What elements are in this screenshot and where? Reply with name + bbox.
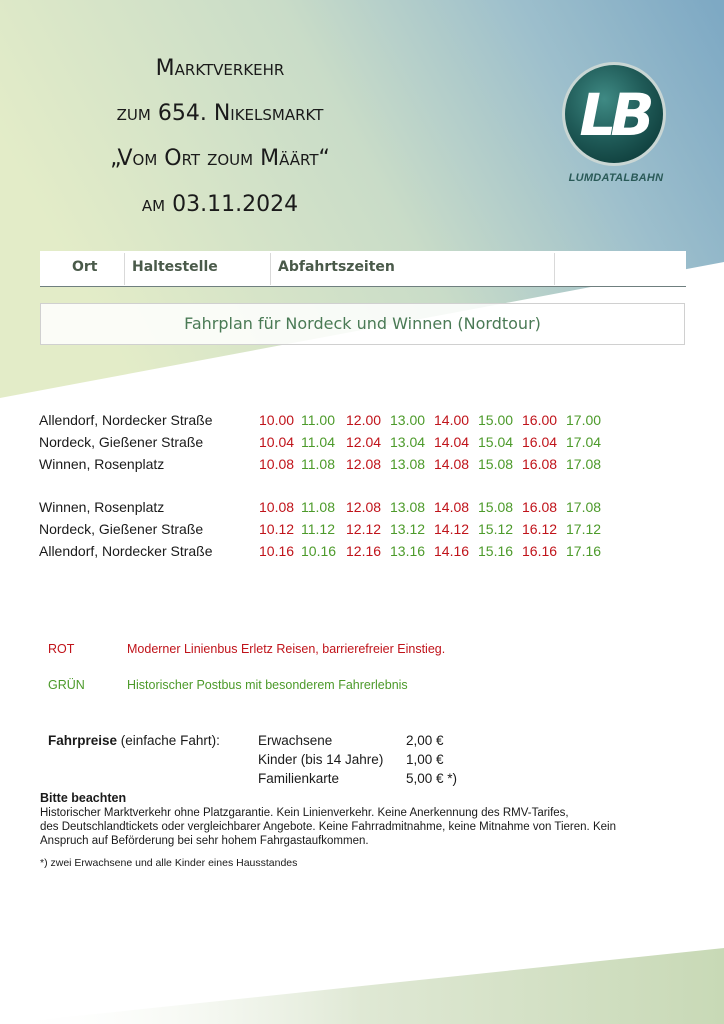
departure-time: 14.00 xyxy=(434,412,470,428)
svg-text:LB: LB xyxy=(579,81,649,149)
departure-time: 16.16 xyxy=(522,543,558,559)
notice-text: Historischer Marktverkehr ohne Platzgarantie. Kein Linienverkehr. Keine Anerkennung des RMV-Tarifes, des Deutschlandtickets oder vergleichbarer Angebote. Keine Fahrradmitnahme, keine Mitnahme von Tieren. Kein Anspruch auf Beförderung bei sehr hohem Fahrgastaufkommen. xyxy=(40,807,616,847)
fare-price: 2,00 € xyxy=(406,733,444,748)
legend-green-label: GRÜN xyxy=(48,678,85,692)
departure-time: 17.04 xyxy=(566,434,602,450)
departure-time: 13.08 xyxy=(390,499,426,515)
departure-time: 12.00 xyxy=(346,412,382,428)
departure-time: 13.08 xyxy=(390,456,426,472)
table-header xyxy=(40,251,686,287)
stop-name: Winnen, Rosenplatz xyxy=(39,456,165,472)
departure-time: 16.12 xyxy=(522,521,558,537)
departure-time: 14.08 xyxy=(434,499,470,515)
header-ort: Ort xyxy=(72,259,98,275)
departure-time: 17.00 xyxy=(566,412,602,428)
departure-time: 11.08 xyxy=(301,499,335,515)
departure-time: 16.08 xyxy=(522,499,558,515)
header-abfahrtszeiten: Abfahrtszeiten xyxy=(278,259,395,275)
title-line-3: „Vom Ort zoum Määrt“ xyxy=(110,146,330,171)
logo-circle-icon xyxy=(556,58,676,170)
departure-time: 10.16 xyxy=(259,543,295,559)
departure-time: 12.08 xyxy=(346,456,382,472)
notice-section xyxy=(40,791,680,869)
header-haltestelle: Haltestelle xyxy=(132,259,218,275)
footnote: *) zwei Erwachsene und alle Kinder eines Hausstandes xyxy=(40,857,298,869)
departure-time: 14.16 xyxy=(434,543,470,559)
departure-time: 15.08 xyxy=(478,456,514,472)
departure-time: 14.08 xyxy=(434,456,470,472)
stop-name: Nordeck, Gießener Straße xyxy=(39,521,204,537)
departure-time: 11.04 xyxy=(301,434,335,450)
fare-price: 1,00 € xyxy=(406,752,444,767)
departure-time: 14.04 xyxy=(434,434,470,450)
departure-time: 17.08 xyxy=(566,499,602,515)
plan-title: Fahrplan für Nordeck und Winnen (Nordtour) xyxy=(184,314,541,333)
fare-name: Kinder (bis 14 Jahre) xyxy=(258,752,384,767)
departure-time: 12.12 xyxy=(346,521,382,537)
departure-time: 12.04 xyxy=(346,434,382,450)
departure-time: 10.08 xyxy=(259,456,295,472)
fare-name: Familienkarte xyxy=(258,771,340,786)
legend-red-label: ROT xyxy=(48,642,75,656)
departure-time: 15.16 xyxy=(478,543,514,559)
departure-time: 13.12 xyxy=(390,521,426,537)
header-divider xyxy=(124,253,125,285)
stop-name: Allendorf, Nordecker Straße xyxy=(39,543,213,559)
departure-time: 15.00 xyxy=(478,412,514,428)
lumdatalbahn-logo xyxy=(556,58,676,188)
departure-time: 15.04 xyxy=(478,434,514,450)
departure-time: 11.00 xyxy=(301,412,335,428)
departure-time: 16.08 xyxy=(522,456,558,472)
departure-time: 17.08 xyxy=(566,456,602,472)
title-line-2: zum 654. Nikelsmarkt xyxy=(116,101,324,126)
stop-name: Winnen, Rosenplatz xyxy=(39,499,165,515)
departure-time: 11.08 xyxy=(301,456,335,472)
departure-time: 15.12 xyxy=(478,521,514,537)
departure-time: 13.04 xyxy=(390,434,426,450)
fare-name: Erwachsene xyxy=(258,733,333,748)
legend-green-text: Historischer Postbus mit besonderem Fahrerlebnis xyxy=(127,678,408,692)
departure-time: 10.08 xyxy=(259,499,295,515)
departure-time: 10.16 xyxy=(301,543,337,559)
departure-time: 11.12 xyxy=(301,521,335,537)
departure-time: 12.08 xyxy=(346,499,382,515)
plan-title-box xyxy=(40,303,685,345)
legend-red-text: Moderner Linienbus Erletz Reisen, barrierefreier Einstieg. xyxy=(127,642,446,656)
header-divider xyxy=(554,253,555,285)
fare-price: 5,00 € *) xyxy=(406,771,458,786)
departure-time: 13.00 xyxy=(390,412,426,428)
departure-time: 13.16 xyxy=(390,543,426,559)
title-line-1: Marktverkehr xyxy=(155,56,285,81)
departure-time: 15.08 xyxy=(478,499,514,515)
departure-time: 12.16 xyxy=(346,543,382,559)
stop-name: Allendorf, Nordecker Straße xyxy=(39,412,213,428)
departure-time: 10.00 xyxy=(259,412,295,428)
departure-time: 16.00 xyxy=(522,412,558,428)
header-divider xyxy=(270,253,271,285)
stop-name: Nordeck, Gießener Straße xyxy=(39,434,204,450)
departure-time: 17.16 xyxy=(566,543,602,559)
notice-heading: Bitte beachten xyxy=(40,791,127,805)
departure-time: 17.12 xyxy=(566,521,602,537)
departure-time: 10.04 xyxy=(259,434,295,450)
departure-time: 16.04 xyxy=(522,434,558,450)
title-line-4: am 03.11.2024 xyxy=(141,192,299,217)
departure-time: 14.12 xyxy=(434,521,470,537)
logo-wordmark: LUMDATALBAHN xyxy=(568,172,664,184)
departure-time: 10.12 xyxy=(259,521,295,537)
fare-label: Fahrpreise (einfache Fahrt): xyxy=(48,733,220,748)
